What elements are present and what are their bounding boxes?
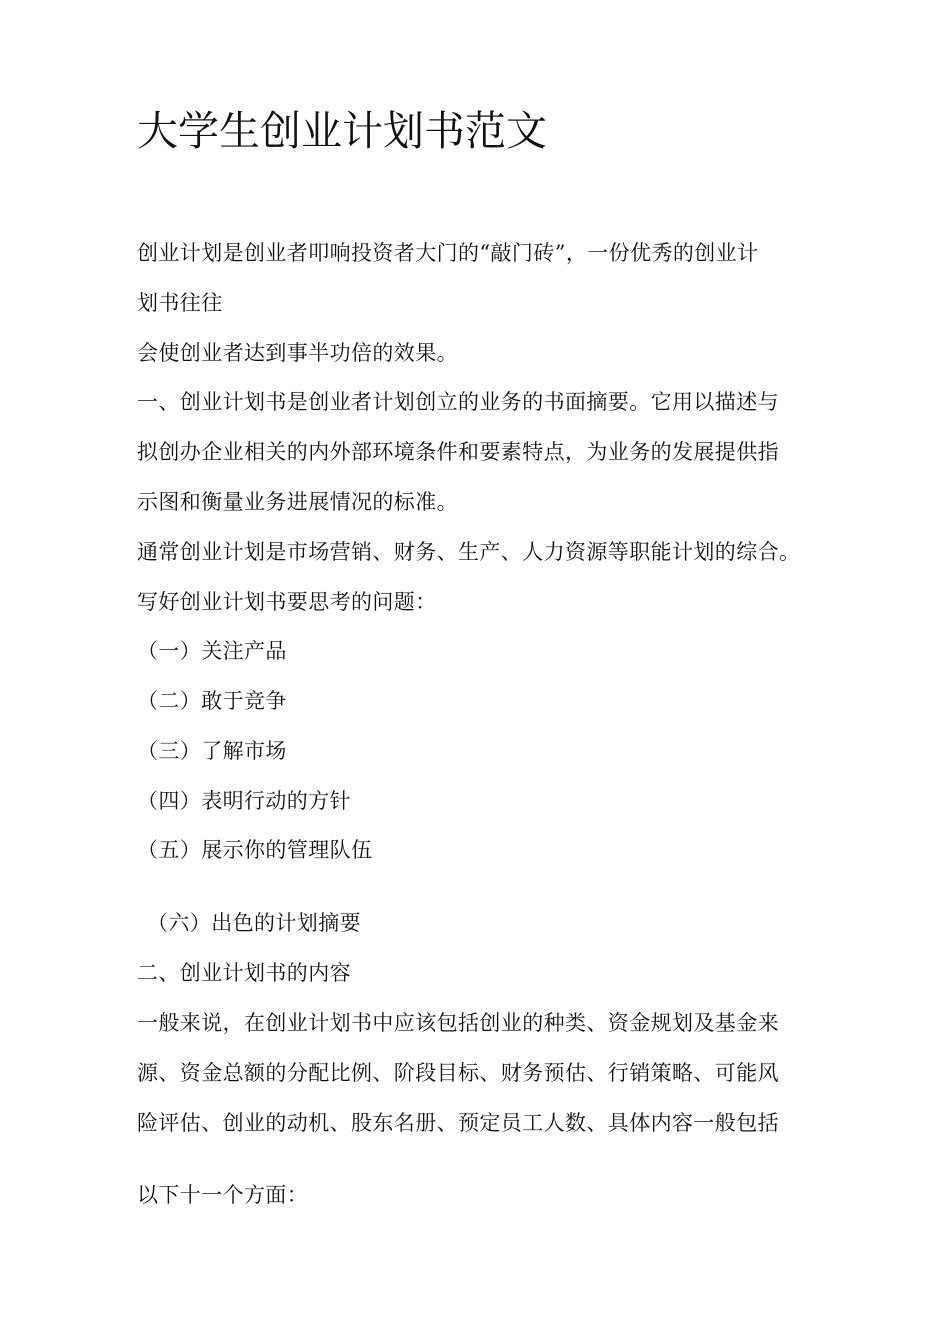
paragraph-line: 示图和衡量业务进展情况的标准。 (137, 490, 458, 514)
paragraph-line: 会使创业者达到事半功倍的效果。 (137, 341, 458, 365)
paragraph-line: 险评估、创业的动机、股东名册、预定员工人数、具体内容一般包括 (137, 1111, 779, 1135)
list-item: （二）敢于竞争 (137, 689, 287, 713)
paragraph-line: 拟创办企业相关的内外部环境条件和要素特点，为业务的发展提供指 (137, 440, 779, 464)
paragraph-line: 一般来说，在创业计划书中应该包括创业的种类、资金规划及基金来 (137, 1011, 779, 1035)
list-item: （四）表明行动的方针 (137, 789, 351, 813)
section-heading-1: 一、创业计划书是创业者计划创立的业务的书面摘要。它用以描述与 (137, 390, 779, 414)
document-title: 大学生创业计划书范文 (137, 107, 547, 155)
section-heading-2: 二、创业计划书的内容 (137, 961, 351, 985)
paragraph-line: 通常创业计划是市场营销、财务、生产、人力资源等职能计划的综合。 (137, 540, 801, 564)
paragraph-line: 源、资金总额的分配比例、阶段目标、财务预估、行销策略、可能风 (137, 1061, 779, 1085)
paragraph-line: 以下十一个方面： (137, 1183, 309, 1207)
list-item: （六）出色的计划摘要 (147, 911, 361, 935)
paragraph-line: 划书往往 (137, 291, 223, 315)
list-item: （三）了解市场 (137, 739, 287, 763)
paragraph-line: 写好创业计划书要思考的问题： (137, 590, 437, 614)
list-item: （五）展示你的管理队伍 (137, 838, 373, 862)
list-item: （一）关注产品 (137, 639, 287, 663)
paragraph-line: 创业计划是创业者叩响投资者大门的“敲门砖”，一份优秀的创业计 (137, 241, 759, 265)
